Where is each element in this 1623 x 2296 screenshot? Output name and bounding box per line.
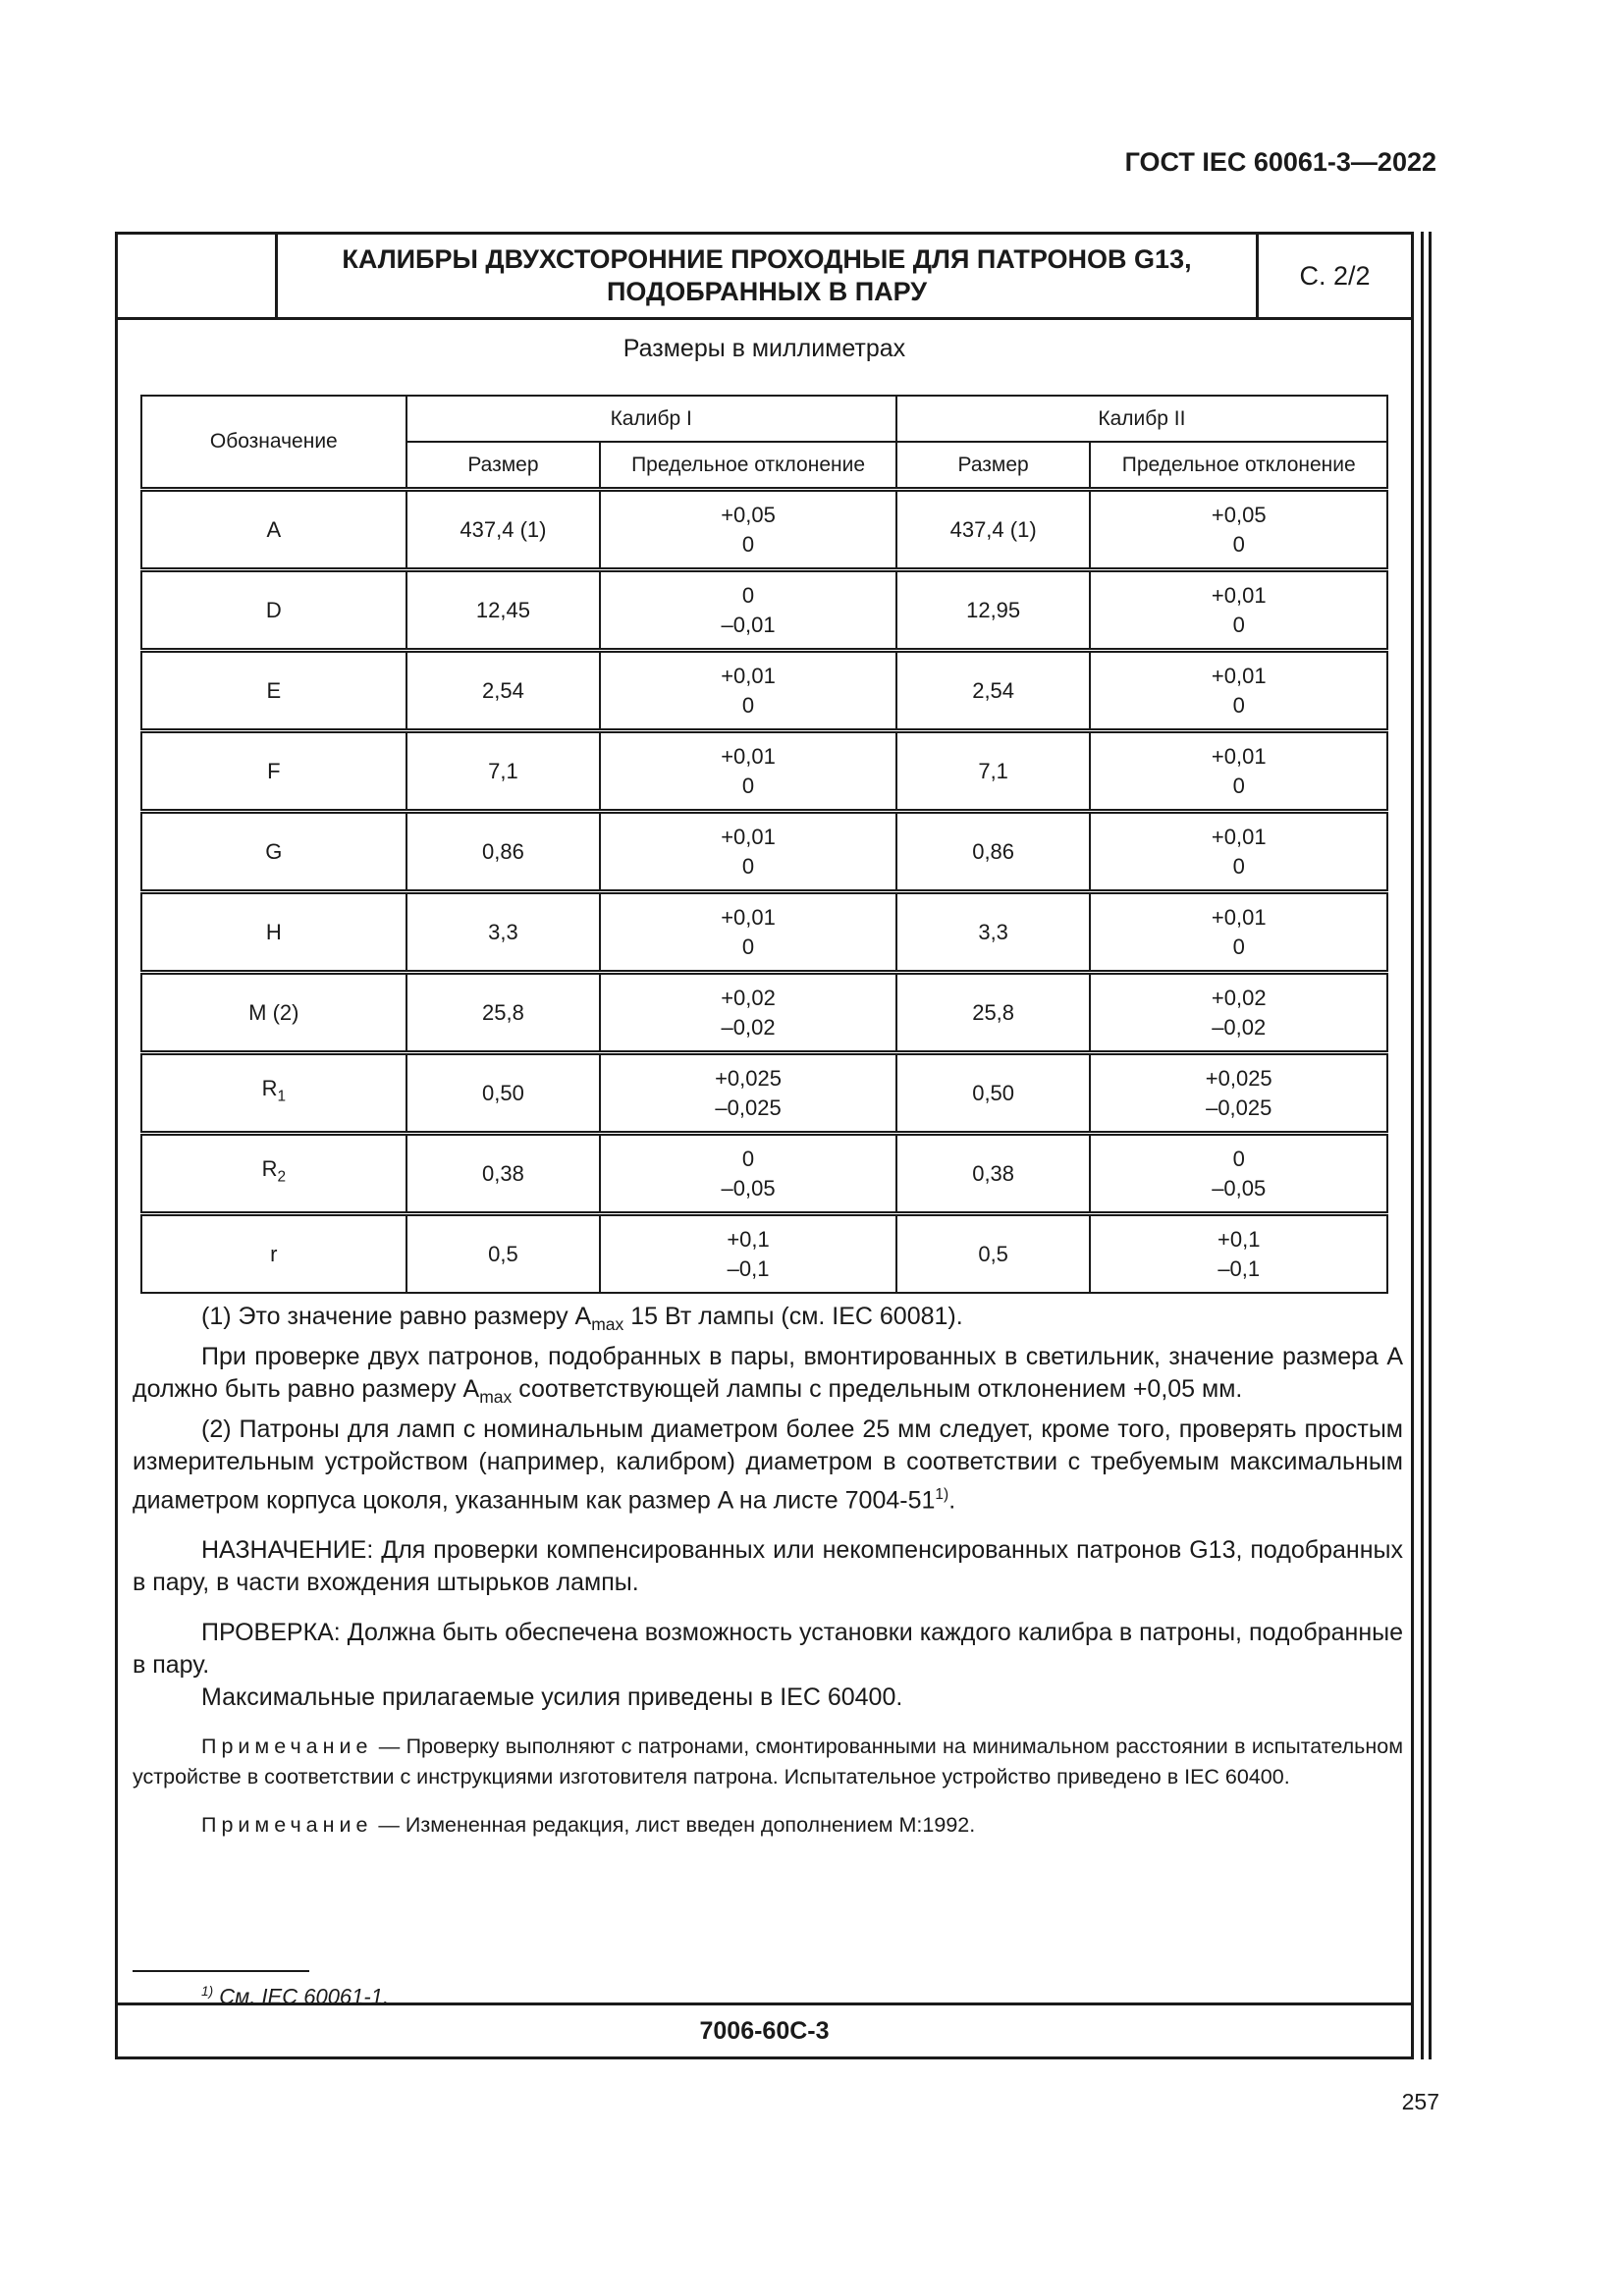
check-text: ПРОВЕРКА: Должна быть обеспечена возможность установки каждого калибра в патроны, подобранные в пару. (133, 1619, 1403, 1680)
upper-deviation: +0,025 (715, 1065, 782, 1091)
table-row (141, 812, 1387, 892)
size-cell: 0,5 (896, 1214, 1091, 1294)
table-row (141, 1214, 1387, 1294)
tolerance-cell (1090, 731, 1387, 812)
sheet-frame (115, 232, 1414, 2059)
tolerance-cell (1090, 1134, 1387, 1214)
footnote: $^{1)}$ См. IEC 60061-1. (201, 1984, 390, 2009)
designation-cell: H (141, 892, 406, 973)
size-cell: 0,38 (896, 1134, 1091, 1214)
size-cell: 0,50 (406, 1053, 601, 1134)
forces-text: Максимальные прилагаемые усилия приведены в IEC 60400. (201, 1683, 903, 1712)
remark-2: Примечание — Измененная редакция, лист введен дополнением М:1992. (201, 1813, 976, 1838)
upper-deviation: +0,01 (1211, 663, 1267, 688)
table-row (141, 570, 1387, 651)
dimensions-table (140, 395, 1388, 1294)
tolerance-cell (1090, 1214, 1387, 1294)
upper-deviation: +0,02 (1211, 985, 1267, 1010)
margin-rule-1 (1421, 232, 1424, 2059)
size-cell: 437,4 (1) (896, 490, 1091, 570)
col-size-1: Размер (406, 442, 601, 490)
col-tolerance-2: Предельное отклонение (1090, 442, 1387, 490)
footnote-divider (133, 1970, 309, 1972)
lower-deviation: –0,01 (721, 612, 776, 637)
purpose-text: НАЗНАЧЕНИЕ: Для проверки компенсированных или некомпенсированных патронов G13, подобранных в пару, в части вхождения штырьков лампы. (133, 1536, 1403, 1597)
lower-deviation: –0,1 (1217, 1255, 1261, 1281)
sheet-number: С. 2/2 (1299, 260, 1371, 291)
upper-deviation: +0,02 (721, 985, 776, 1010)
tolerance-cell (600, 812, 896, 892)
lower-deviation: 0 (1232, 853, 1245, 879)
tolerance-cell (600, 570, 896, 651)
remark-1: Примечание — Проверку выполняют с патронами, смонтированными на минимальном расстоянии в испытательном устройстве в соответствии с инструкциями изготовителя патрона. Испытательное устройство приведено в IEC 60400. (133, 1735, 1403, 1789)
upper-deviation: +0,1 (727, 1226, 770, 1252)
margin-rule-2 (1429, 232, 1432, 2059)
col-gauge-1: Калибр I (406, 396, 896, 442)
header-blank-cell (118, 235, 278, 317)
size-cell: 12,95 (896, 570, 1091, 651)
upper-deviation: 0 (1232, 1146, 1245, 1171)
note-1: (1) Это значение равно размеру $A_{max}$ 15 Вт лампы (см. IEC 60081). (201, 1303, 963, 1334)
size-cell: 0,50 (896, 1053, 1091, 1134)
lower-deviation: 0 (741, 692, 755, 718)
designation-cell: $R_1$ (141, 1053, 406, 1134)
lower-deviation: –0,025 (1206, 1095, 1272, 1120)
size-cell: 7,1 (406, 731, 601, 812)
size-cell: 2,54 (896, 651, 1091, 731)
tolerance-cell (1090, 973, 1387, 1053)
sheet-title-line2: ПОДОБРАННЫХ В ПАРУ (606, 277, 928, 306)
tolerance-cell (600, 1134, 896, 1214)
col-designation: Обозначение (141, 396, 406, 490)
sheet-header (118, 235, 1411, 320)
sheet-title (278, 235, 1259, 317)
tolerance-cell (1090, 490, 1387, 570)
upper-deviation: +0,01 (721, 663, 776, 688)
upper-deviation: +0,01 (721, 904, 776, 930)
col-size-2: Размер (896, 442, 1091, 490)
lower-deviation: –0,05 (721, 1175, 776, 1201)
size-cell: 437,4 (1) (406, 490, 601, 570)
sheet-title-line1: КАЛИБРЫ ДВУХСТОРОННИЕ ПРОХОДНЫЕ ДЛЯ ПАТРОНОВ G13, (342, 244, 1192, 274)
designation-cell: E (141, 651, 406, 731)
size-cell: 0,5 (406, 1214, 601, 1294)
tolerance-cell (600, 1214, 896, 1294)
lower-deviation: 0 (741, 934, 755, 959)
upper-deviation: +0,01 (721, 743, 776, 769)
size-cell: 3,3 (406, 892, 601, 973)
table-row (141, 892, 1387, 973)
table-row (141, 731, 1387, 812)
upper-deviation: +0,01 (1211, 824, 1267, 849)
size-cell: 0,38 (406, 1134, 601, 1214)
tolerance-cell (1090, 570, 1387, 651)
upper-deviation: +0,01 (1211, 743, 1267, 769)
lower-deviation: –0,02 (1212, 1014, 1267, 1040)
upper-deviation: +0,01 (1211, 904, 1267, 930)
sheet-code: 7006-60C-3 (118, 2002, 1411, 2056)
upper-deviation: +0,1 (1217, 1226, 1261, 1252)
standard-code: ГОСТ IEC 60061-3—2022 (1124, 147, 1436, 177)
tolerance-cell (1090, 651, 1387, 731)
units-caption: Размеры в миллиметрах (622, 335, 906, 362)
upper-deviation: +0,025 (1205, 1065, 1272, 1091)
upper-deviation: 0 (741, 1146, 755, 1171)
tolerance-cell (600, 731, 896, 812)
size-cell: 3,3 (896, 892, 1091, 973)
table-row (141, 490, 1387, 570)
designation-cell: A (141, 490, 406, 570)
designation-cell: G (141, 812, 406, 892)
table-row (141, 1053, 1387, 1134)
designation-cell: r (141, 1214, 406, 1294)
lower-deviation: –0,025 (715, 1095, 782, 1120)
tolerance-cell (600, 651, 896, 731)
lower-deviation: –0,1 (727, 1255, 770, 1281)
size-cell: 25,8 (406, 973, 601, 1053)
designation-cell: M (2) (141, 973, 406, 1053)
tolerance-cell (1090, 1053, 1387, 1134)
designation-cell: D (141, 570, 406, 651)
size-cell: 7,1 (896, 731, 1091, 812)
designation-cell: F (141, 731, 406, 812)
tolerance-cell (600, 1053, 896, 1134)
note-1-continued: При проверке двух патронов, подобранных в пары, вмонтированных в светильник, значение размера A должно быть равно размеру $A_{max}$ соответствующей лампы с предельным отклонением +0,05 мм. (133, 1343, 1403, 1407)
lower-deviation: 0 (1232, 934, 1245, 959)
tolerance-cell (600, 973, 896, 1053)
size-cell: 12,45 (406, 570, 601, 651)
table-row (141, 973, 1387, 1053)
col-gauge-2: Калибр II (896, 396, 1387, 442)
size-cell: 25,8 (896, 973, 1091, 1053)
page-number: 257 (1401, 2089, 1439, 2114)
note-2: (2) Патроны для ламп с номинальным диаметром более 25 мм следует, кроме того, проверять простым измерительным устройством (например, калибром) диаметром в соответствии с требуемым максимальным диаметром корпуса цоколя, указанным как размер A на листе 7004-51$^{1)}$. (133, 1415, 1403, 1515)
table-row (141, 1134, 1387, 1214)
lower-deviation: –0,05 (1212, 1175, 1267, 1201)
lower-deviation: –0,02 (721, 1014, 776, 1040)
lower-deviation: 0 (741, 773, 755, 798)
lower-deviation: 0 (1232, 692, 1245, 718)
size-cell: 2,54 (406, 651, 601, 731)
designation-cell: $R_2$ (141, 1134, 406, 1214)
table-row (141, 651, 1387, 731)
size-cell: 0,86 (896, 812, 1091, 892)
upper-deviation: +0,05 (721, 502, 776, 527)
lower-deviation: 0 (1232, 531, 1245, 557)
tolerance-cell (600, 892, 896, 973)
lower-deviation: 0 (741, 853, 755, 879)
lower-deviation: 0 (1232, 773, 1245, 798)
tolerance-cell (600, 490, 896, 570)
upper-deviation: +0,01 (721, 824, 776, 849)
tolerance-cell (1090, 812, 1387, 892)
upper-deviation: +0,01 (1211, 582, 1267, 608)
lower-deviation: 0 (1232, 612, 1245, 637)
upper-deviation: +0,05 (1211, 502, 1267, 527)
col-tolerance-1: Предельное отклонение (600, 442, 896, 490)
size-cell: 0,86 (406, 812, 601, 892)
tolerance-cell (1090, 892, 1387, 973)
lower-deviation: 0 (741, 531, 755, 557)
upper-deviation: 0 (741, 582, 755, 608)
notes-block (133, 1301, 1403, 1841)
